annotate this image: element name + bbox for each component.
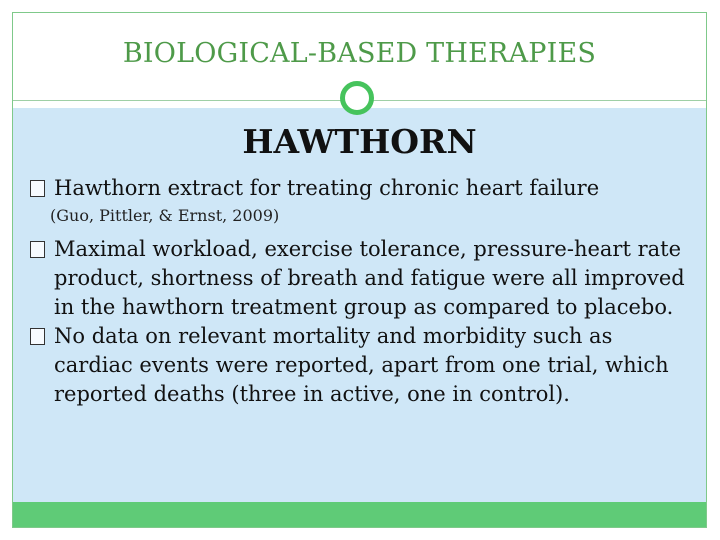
slide-title: BIOLOGICAL-BASED THERAPIES: [122, 38, 597, 69]
bullet-item: [30, 322, 685, 409]
square-bullet-icon: [30, 241, 45, 258]
bullet-item: [30, 174, 685, 203]
square-bullet-icon: [30, 180, 45, 197]
bullet-list: [30, 174, 685, 409]
bullet-text: Hawthorn extract for treating chronic heart failure: [54, 176, 600, 200]
citation-text: (Guo, Pittler, & Ernst, 2009): [50, 206, 280, 225]
bullet-text: Maximal workload, exercise tolerance, pressure-heart rate product, shortness of breath and fatigue were all improved in the hawthorn treatment group as compared to placebo.: [54, 237, 685, 319]
slide-subtitle: HAWTHORN: [242, 122, 477, 161]
bullet-item: [30, 235, 685, 322]
footer-bar: [13, 502, 706, 527]
bullet-text: No data on relevant mortality and morbidity such as cardiac events were reported, apart from one trial, which reported deaths (three in active, one in control).: [54, 324, 669, 406]
square-bullet-icon: [30, 328, 45, 345]
circle-icon: [340, 81, 374, 115]
